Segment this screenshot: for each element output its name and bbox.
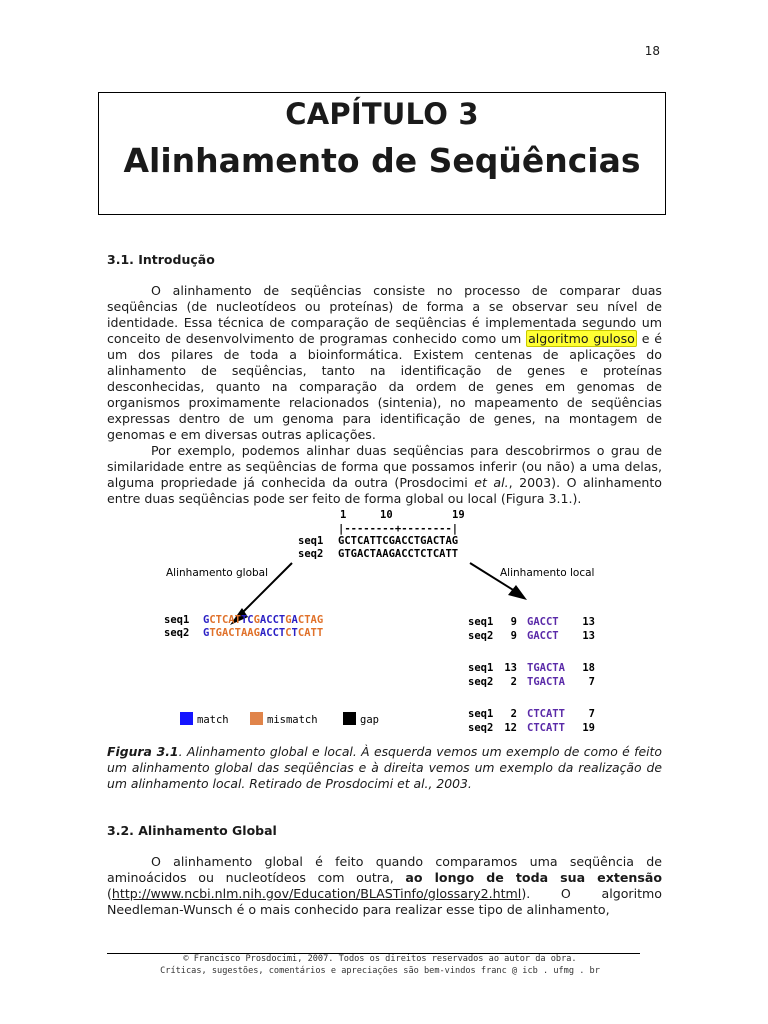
- local-seq: GACCT: [527, 616, 559, 628]
- seq-segment-mismatch: CTAG: [297, 614, 324, 626]
- local-seq: CTCATT: [527, 708, 565, 720]
- local-alignment-title: Alinhamento local: [500, 567, 595, 579]
- legend-swatch-gap: [343, 712, 356, 725]
- local-seq: GACCT: [527, 630, 559, 642]
- footer-contact: Críticas, sugestões, comentários e apreciações são bem-vindos franc @ icb . ufmg . br: [160, 966, 600, 976]
- local-seq-label: seq2: [468, 676, 494, 688]
- footer-copyright: © Francisco Prosdocimi, 2007. Todos os direitos reservados ao autor da obra.: [183, 954, 577, 964]
- seq-segment-match: G: [203, 614, 210, 626]
- top-seq1-label: seq1: [298, 535, 324, 547]
- seq-segment-match: G: [203, 627, 210, 639]
- local-seq-end: 13: [582, 616, 595, 628]
- legend-label-gap: gap: [360, 714, 379, 726]
- figure-caption: Figura 3.1. Alinhamento global e local. À esquerda vemos um exemplo de como é feito um alinhamento global das seqüências e à direita vemos um exemplo da realização de um alinhamento local. Retirado de Prosdocimi et al., 2003.: [107, 744, 662, 791]
- legend-swatch-mismatch: [250, 712, 263, 725]
- ruler-scale: |--------+--------|: [338, 523, 459, 535]
- intro-paragraph-2: Por exemplo, podemos alinhar duas seqüências para descobrirmos o grau de similaridade entre as seqüências de forma que possamos inferir (ou não) a uma delas, alguma propriedade já conhecida da outra (Prosdocimi et al., 2003). O alinhamento entre duas seqüências pode ser feito de forma global ou local (Figura 3.1.).: [107, 443, 662, 506]
- section-heading-introducao: 3.1. Introdução: [107, 252, 215, 267]
- top-seq2: GTGACTAAGACCTCTCATT: [338, 548, 459, 560]
- seq-segment-match: T: [291, 627, 298, 639]
- page-number: 18: [644, 44, 660, 58]
- local-seq-label: seq2: [468, 722, 494, 734]
- legend-label-mismatch: mismatch: [267, 714, 318, 726]
- local-seq-end: 13: [582, 630, 595, 642]
- global-seq1-label: seq1: [164, 614, 190, 626]
- seq-segment-mismatch: TGACT: [209, 627, 241, 639]
- seq-segment-match: TC: [240, 614, 254, 626]
- global-seq2: [203, 627, 323, 639]
- local-seq-label: seq1: [468, 662, 494, 674]
- local-seq-end: 7: [588, 676, 595, 688]
- local-alignments: [468, 616, 595, 734]
- alignment-figure: [150, 505, 620, 745]
- local-seq-end: 7: [588, 708, 595, 720]
- glossary-link[interactable]: http://www.ncbi.nlm.nih.gov/Education/BLASTinfo/glossary2.html: [111, 886, 522, 901]
- top-seq1: GCTCATTCGACCTGACTAG: [338, 535, 459, 547]
- ruler-number-19: 19: [452, 509, 465, 521]
- chapter-header-box: [98, 92, 666, 215]
- seq-segment-mismatch: G: [253, 614, 260, 626]
- seq-segment-mismatch: G: [253, 627, 260, 639]
- seq-segment-match: ACCT: [259, 614, 286, 626]
- section-heading-global: 3.2. Alinhamento Global: [107, 823, 277, 838]
- local-seq-start: 9: [510, 616, 517, 628]
- global-seq2-label: seq2: [164, 627, 190, 639]
- local-seq-start: 12: [504, 722, 517, 734]
- legend-swatch-match: [180, 712, 193, 725]
- global-paragraph: O alinhamento global é feito quando comparamos uma seqüência de aminoácidos ou nucleotídeos com outra, ao longo de toda sua extensão (http://www.ncbi.nlm.nih.gov/Education/BLASTinfo/glossary2.html). O algoritmo Needleman-Wunsch é o mais conhecido para realizar esse tipo de alinhamento,: [107, 854, 663, 917]
- chapter-label: CAPÍTULO 3: [285, 97, 479, 131]
- seq-segment-match: A: [291, 614, 298, 626]
- seq-segment-mismatch: G: [285, 614, 292, 626]
- chapter-title: Alinhamento de Seqüências: [123, 141, 641, 180]
- local-seq-start: 13: [504, 662, 517, 674]
- local-seq: CTCATT: [527, 722, 565, 734]
- local-seq-end: 19: [582, 722, 595, 734]
- local-seq-label: seq1: [468, 616, 494, 628]
- local-seq: TGACTA: [527, 676, 565, 688]
- local-seq-label: seq2: [468, 630, 494, 642]
- top-seq2-label: seq2: [298, 548, 324, 560]
- local-seq-start: 2: [510, 708, 517, 720]
- local-seq: TGACTA: [527, 662, 565, 674]
- global-alignment-title: Alinhamento global: [166, 567, 269, 579]
- local-seq-label: seq1: [468, 708, 494, 720]
- seq-segment-mismatch: CATT: [297, 627, 324, 639]
- legend: [180, 712, 379, 726]
- seq-segment-mismatch: AA: [240, 627, 254, 639]
- legend-label-match: match: [197, 714, 229, 726]
- ruler-number-1: 1: [340, 509, 347, 521]
- seq-segment-mismatch: C: [285, 627, 292, 639]
- local-seq-start: 9: [510, 630, 517, 642]
- ruler-number-10: 10: [380, 509, 393, 521]
- local-seq-start: 2: [510, 676, 517, 688]
- highlighted-term: algoritmo guloso: [528, 331, 635, 346]
- intro-paragraph-1: O alinhamento de seqüências consiste no processo de comparar duas seqüências (de nucleotídeos ou proteínas) de forma a se observar seu nível de identidade. Essa técnica de comparação de seqüências é implementada segundo um conceito de desenvolvimento de programas conhecido como um algoritmo guloso e é um dos pilares de toda a bioinformática. Existem centenas de aplicações do alinhamento de seqüências, tanto na identificação de genes e proteínas desconhecidas, quanto na comparação da ordem de genes em genomas de organismos proximamente relacionados (sintenia), no mapeamento de seqüências expressas dentro de um genoma para identificação de genes, na montagem de genomas e em diversas outras aplicações.: [107, 283, 663, 442]
- local-seq-end: 18: [582, 662, 595, 674]
- seq-segment-mismatch: CTCAT: [209, 614, 241, 626]
- global-seq1: [203, 614, 323, 626]
- caption-label: Figura 3.1: [107, 744, 179, 759]
- seq-segment-match: ACCT: [259, 627, 286, 639]
- alignment-diagram: [150, 505, 620, 745]
